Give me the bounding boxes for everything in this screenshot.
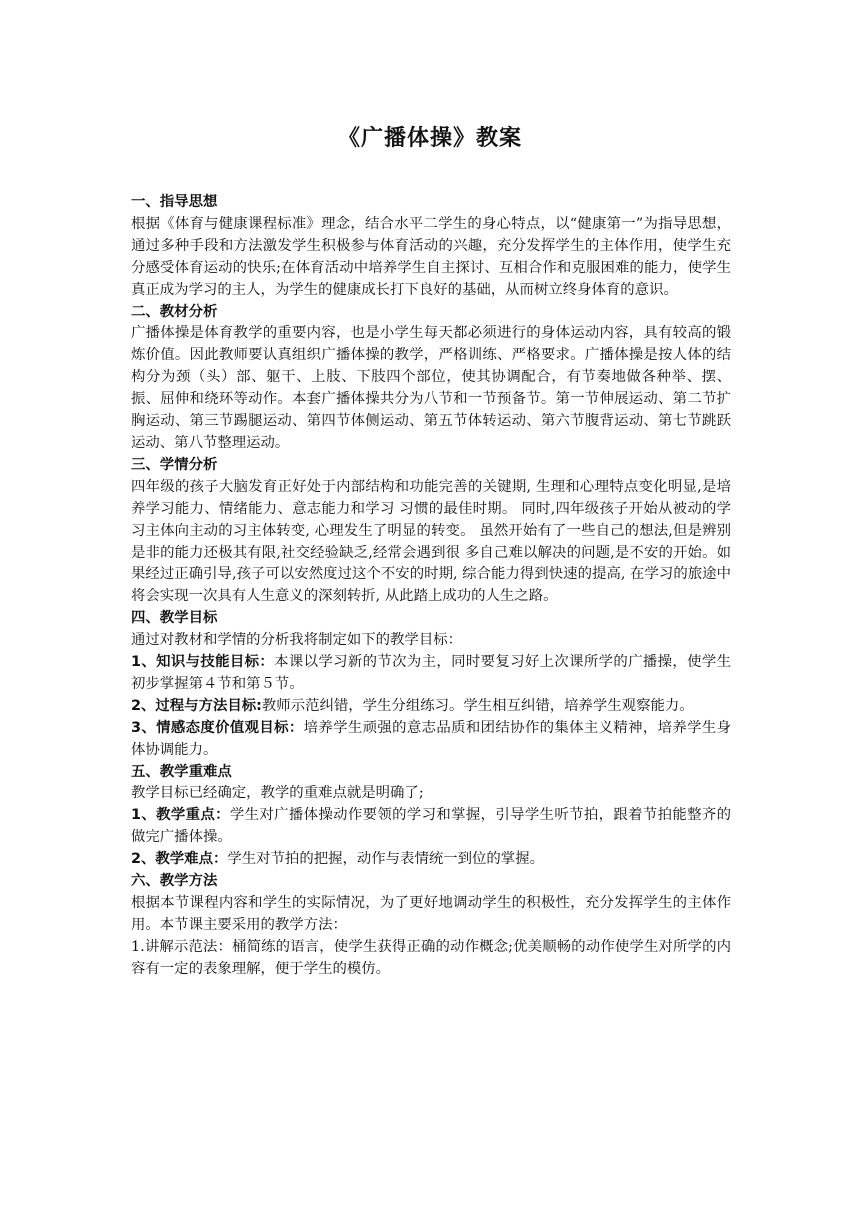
paragraph-methods-intro: 根据本节课程内容和学生的实际情况，为了更好地调动学生的积极性，充分发挥学生的主体作用。本节课主要采用的教学方法： [131, 895, 731, 933]
paragraph-guiding-ideology: 根据《体育与健康课程标准》理念，结合水平二学生的身心特点，以“健康第一”为指导思想，通过多种手段和方法激发学生积极参与体育活动的兴趣，充分发挥学生的主体作用，使学生充分感受体育运动的快乐;在体育活动中培养学生自主探讨、互相合作和克服困难的能力，使学生真正成为学习的主人，为学生的健康成长打下良好的基础，从而树立终身体育的意识。 [131, 215, 731, 298]
section-heading-material-analysis: 二、教材分析 [131, 303, 218, 320]
goal-emotion-values-label: 3、情感态度价值观目标： [131, 719, 304, 736]
section-heading-learner-analysis: 三、学情分析 [131, 456, 218, 473]
section-heading-teaching-methods: 六、教学方法 [131, 873, 218, 890]
paragraph-learner-analysis: 四年级的孩子大脑发育正好处于内部结构和功能完善的关键期, 生理和心理特点变化明显,是培养学习能力、情绪能力、意志能力和学习 习惯的最佳时期。 同时,四年级孩子开始从被动的学习主体向主动的习主体转变, 心理发生了明显的转变。 虽然开始有了一些自己的想法,但是辨别是非的能力还极其有限,社交经验缺乏,经常会遇到很 多自己难以解决的问题,是不安的开始。如果经过正确引导,孩子可以安然度过这个不安的时期, 综合能力得到快速的提高, 在学习的旅途中将会实现一次具有人生意义的深刻转折, 从此踏上成功的人生之路。 [131, 478, 731, 605]
difficult-point-text: 学生对节拍的把握，动作与表情统一到位的掌握。 [227, 851, 544, 868]
goal-process-methods [131, 696, 731, 718]
key-point-label: 1、教学重点： [131, 807, 230, 824]
key-point-text: 学生对广播体操动作要领的学习和掌握，引导学生听节拍，跟着节拍能整齐的做完广播体操。 [131, 807, 731, 846]
goal-process-methods-label: 2、过程与方法目标: [131, 697, 262, 714]
section-heading-teaching-goals: 四、教学目标 [131, 610, 218, 627]
section-heading-guiding-ideology: 一、指导思想 [131, 194, 218, 210]
difficult-point [131, 849, 731, 871]
goal-process-methods-text: 教师示范纠错，学生分组练习。学生相互纠错，培养学生观察能力。 [261, 697, 694, 714]
goal-emotion-values-text: 培养学生顽强的意志品质和团结协作的集体主义精神，培养学生身体协调能力。 [131, 719, 731, 758]
document-title: 《广播体操》教案 [337, 126, 522, 151]
paragraph-material-analysis: 广播体操是体育教学的重要内容，也是小学生每天都必须进行的身体运动内容，具有较高的锻炼价值。因此教师要认真组织广播体操的教学，严格训练、严格要求。广播体操是按人体的结构分为颈（头）部、躯干、上肢、下肢四个部位，使其协调配合，有节奏地做各种举、摆、振、屈伸和绕环等动作。本套广播体操共分为八节和一节预备节。第一节伸展运动、第二节扩胸运动、第三节踢腿运动、第四节体侧运动、第五节体转运动、第六节腹背运动、第七节跳跃运动、第八节整理运动。 [131, 325, 731, 451]
goal-knowledge-skills [131, 652, 731, 696]
goal-knowledge-skills-text: 本课以学习新的节次为主，同时要复习好上次课所学的广播操，使学生初步掌握第４节和第５节。 [131, 654, 731, 692]
paragraph-goals-intro: 通过对教材和学情的分析我将制定如下的教学目标： [131, 632, 462, 649]
goal-knowledge-skills-label: 1、知识与技能目标： [131, 654, 275, 671]
document-body [131, 192, 731, 981]
method-explain-demonstrate: 1.讲解示范法：桶简练的语言，使学生获得正确的动作概念;优美顺畅的动作使学生对所学的内容有一定的表象理解，便于学生的模仿。 [131, 938, 731, 977]
key-point [131, 805, 731, 849]
goal-emotion-values [131, 718, 731, 762]
section-heading-key-difficult-points: 五、教学重难点 [131, 763, 232, 780]
paragraph-key-points-intro: 教学目标已经确定，教学的重难点就是明确了; [131, 785, 424, 802]
difficult-point-label: 2、教学难点： [131, 851, 228, 868]
